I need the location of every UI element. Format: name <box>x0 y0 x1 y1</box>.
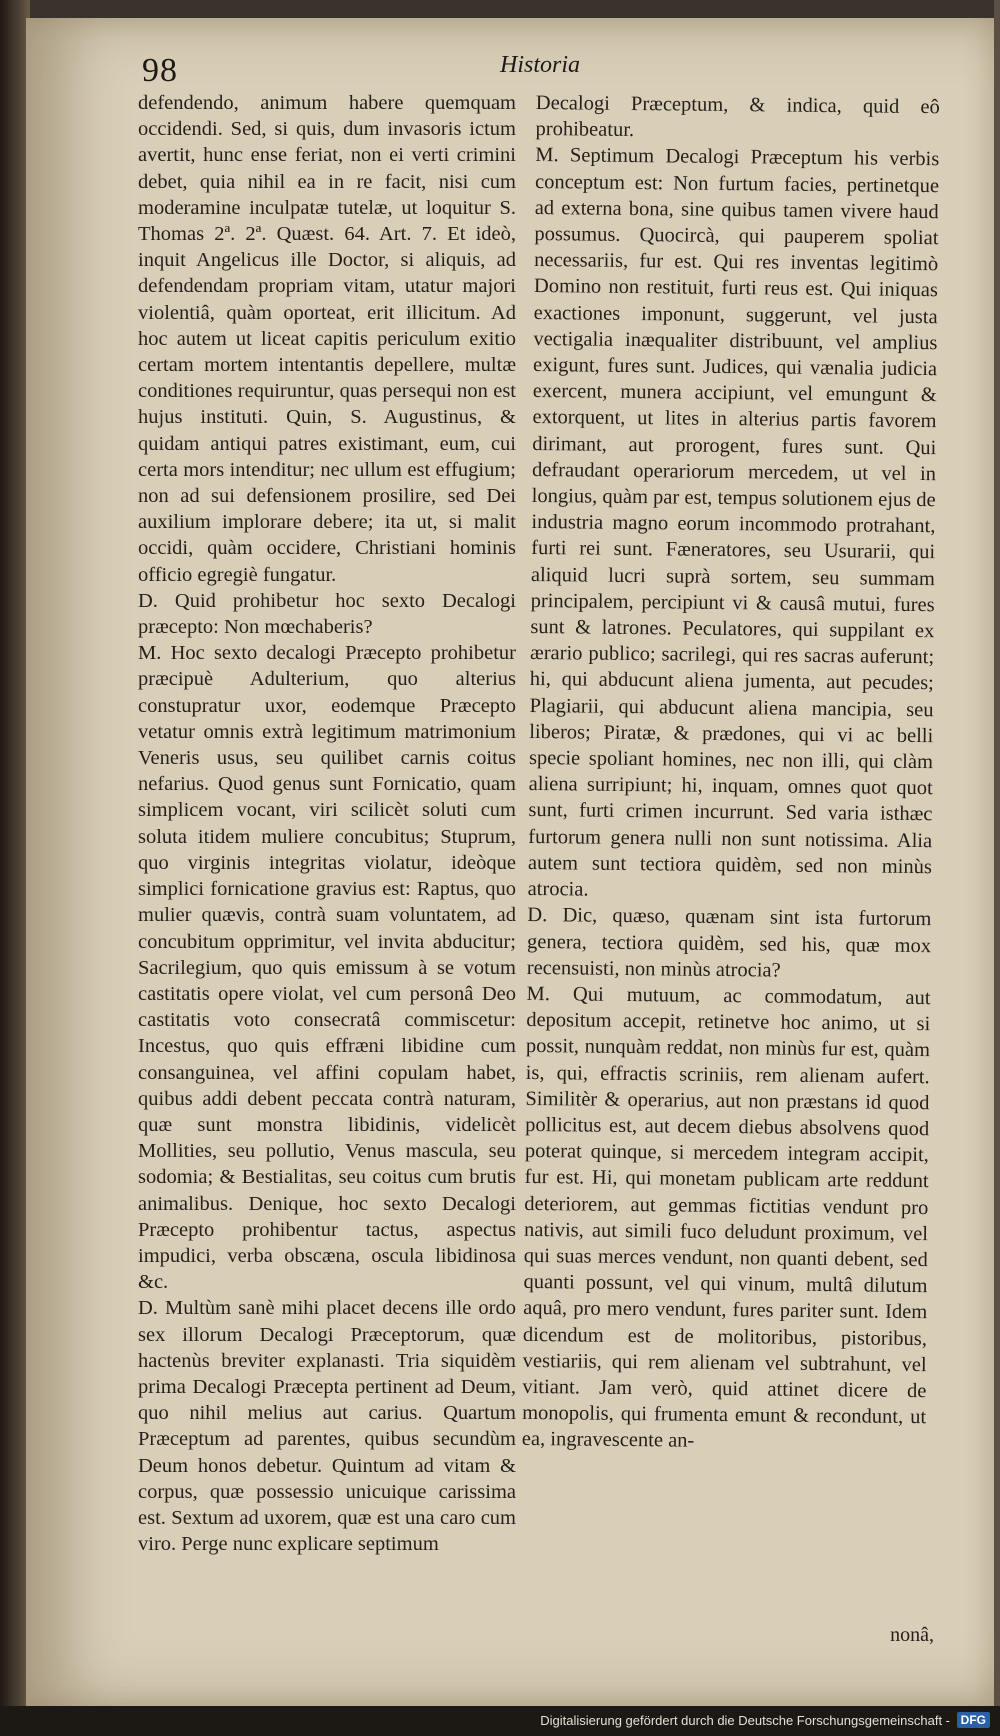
dfg-logo[interactable]: DFG <box>957 1712 990 1728</box>
paragraph: defendendo, animum habere quemquam occidendi. Sed, si quis, dum invasoris ictum avertit, hunc ense feriat, non ei verti crimini debet, quia nihil ea in re facit, nisi cum moderamine inculpatæ tutelæ, ut loquitur S. Thomas 2ª. 2ª. Quæst. 64. Art. 7. Et ideò, inquit Angelicus ille Doctor, si aliquis, ad defendendam propriam vitam, utatur majori violentiâ, quàm oporteat, erit illicitum. Ad hoc autem ut liceat capitis periculum exitio certam mortem intentantis depellere, multæ conditiones requiruntur, quas persequi non est hujus instituti. Quin, S. Augustinus, & quidam antiqui patres existimant, eum, cui certa mors intenditur; nec ullum est effugium; non ad sui defensionem prosilire, sed Dei auxilium implorare debere; ita ut, si malit occidi, quàm occidere, Christiani hominis officio egregiè fungatur. <box>138 92 516 586</box>
header-title: Historia <box>500 52 581 78</box>
paragraph: Decalogi Præceptum, & indica, quid eô prohibeatur. <box>535 91 940 142</box>
left-column <box>138 90 516 1557</box>
paragraph: M. Hoc sexto decalogi Præcepto prohibetur præcipuè Adulterium, quo alterius constupratur uxor, eodemque Præcepto vetatur omnis extrà legitimum matrimonium Veneris usus, seu quilibet carnis coitus nefarius. Quod genus sunt Fornicatio, quam simplicem vocant, viri scilicèt soluti cum soluta itidem muliere concubitus; Stuprum, quo virginis integritas violatur, ideòque simplici fornicatione gravius est: Raptus, quo mulier quævis, contrà suam voluntatem, ad concubitum opprimitur, vel invita abducitur; Sacrilegium, quo quis emissum à se votum castitatis opere violat, vel cum personâ Deo castitatis voto consecratâ commiscetur: Incestus, quo quis effræni libidine cum consanguinea, vel affini copulam habet, quibus addi debent peccata contrà naturam, quæ sunt monstra libidinis, videlicèt Mollities, seu pollutio, Venus mascula, seu sodomia; & Bestialitas, seu coitus cum brutis animalibus. Denique, hoc sexto Decalogi Præcepto prohibentur tactus, aspectus impudici, verba obscæna, oscula libidinosa &c. <box>138 642 516 1294</box>
page-number: 98 <box>142 52 178 89</box>
catchword: nonâ, <box>890 1624 934 1646</box>
paragraph: D. Quid prohibetur hoc sexto Decalogi præcepto: Non mœchaberis? <box>138 589 516 639</box>
right-column <box>522 90 940 1457</box>
footer-credit: Digitalisierung gefördert durch die Deutsche Forschungsgemeinschaft - <box>540 1713 950 1728</box>
paragraph: D. Multùm sanè mihi placet decens ille ordo sex illorum Decalogi Præceptorum, quæ hactenùs breviter explanasti. Tria siquidèm prima Decalogi Præcepta pertinent ad Deum, quo nihil melius aut carius. Quartum Præceptum ad parentes, quibus secundùm Deum honos debetur. Quintum ad vitam & corpus, quæ possessio unicuique carissima est. Sextum ad uxorem, quæ est una caro cum viro. Perge nunc explicare septimum <box>138 1297 516 1556</box>
paragraph: M. Septimum Decalogi Præceptum his verbis conceptum est: Non furtum facies, pertinetque ad externa bona, sine quibus tamen vivere haud possumus. Quocircà, qui pauperem spoliat necessariis, fur est. Qui res inventas legitimò Domino non restituit, furti reus est. Qui iniquas exactiones imponunt, suggerunt, vel justa vectigalia inæqualiter distribuunt, vel amplius exigunt, fures sunt. Judices, qui vænalia judicia exercent, munera accipiunt, vel emungunt & extorquent, ut lites in alterius partis favorem dirimant, aut prorogent, fures sunt. Qui defraudant operariorum mercedem, ut vel in longius, quàm par est, tempus solutionem ejus de industria magno eorum incommodo protrahant, furti rei sunt. Fæneratores, seu Usurarii, qui aliquid lucri suprà sortem, seu summam principalem, percipiunt vi & causâ mutui, fures sunt & latrones. Peculatores, qui suppilant ex ærario publico; sacrilegi, qui res sacras auferunt; hi, qui abducunt aliena jumenta, aut pecudes; Plagiarii, qui abducunt aliena mancipia, seu liberos; Piratæ, & prædones, qui vi ac belli specie spoliant homines, nec non illi, qui clàm aliena surripiunt; hi, inquam, omnes quot quot sunt, furti crimen incurrunt. Sed varia isthæc furtorum genera nulli non sunt notissima. Alia autem sunt tectiora quidèm, sed non minùs atrocia. <box>527 144 940 901</box>
footer-bar <box>0 1706 1000 1736</box>
running-head <box>0 40 1000 90</box>
page-edge <box>994 0 1000 1736</box>
paragraph: D. Dic, quæso, quænam sint ista furtorum genera, tectiora quidèm, sed his, quæ mox recensuisti, non minùs atrocia? <box>526 904 932 982</box>
paragraph: M. Qui mutuum, ac commodatum, aut depositum accepit, retinetve hoc animo, ut si possit, nunquàm reddat, non minùs fur est, quàm is, qui, effractis scriniis, rem alienam aufert. Similitèr & operarius, aut non præstans id quod pollicitus est, aut decem diebus absolvens quod poterat quinque, si mercedem integram accipit, fur est. Hi, qui monetam publicam arte reddunt deteriorem, aut gemmas fictitias vendunt pro nativis, aut simili fuco deludunt proximum, vel qui suas merces vendunt, non quanti debent, sed quanti possunt, vel qui vinum, multâ dilutum aquâ, pro mero vendunt, fures pariter sunt. Idem dicendum est de molitoribus, pistoribus, vestiariis, qui rem alienam vel subtrahunt, vel vitiant. Jam verò, quid attinet dicere de monopolis, qui frumenta emunt & recondunt, ut ea, ingravescente an- <box>521 982 931 1453</box>
